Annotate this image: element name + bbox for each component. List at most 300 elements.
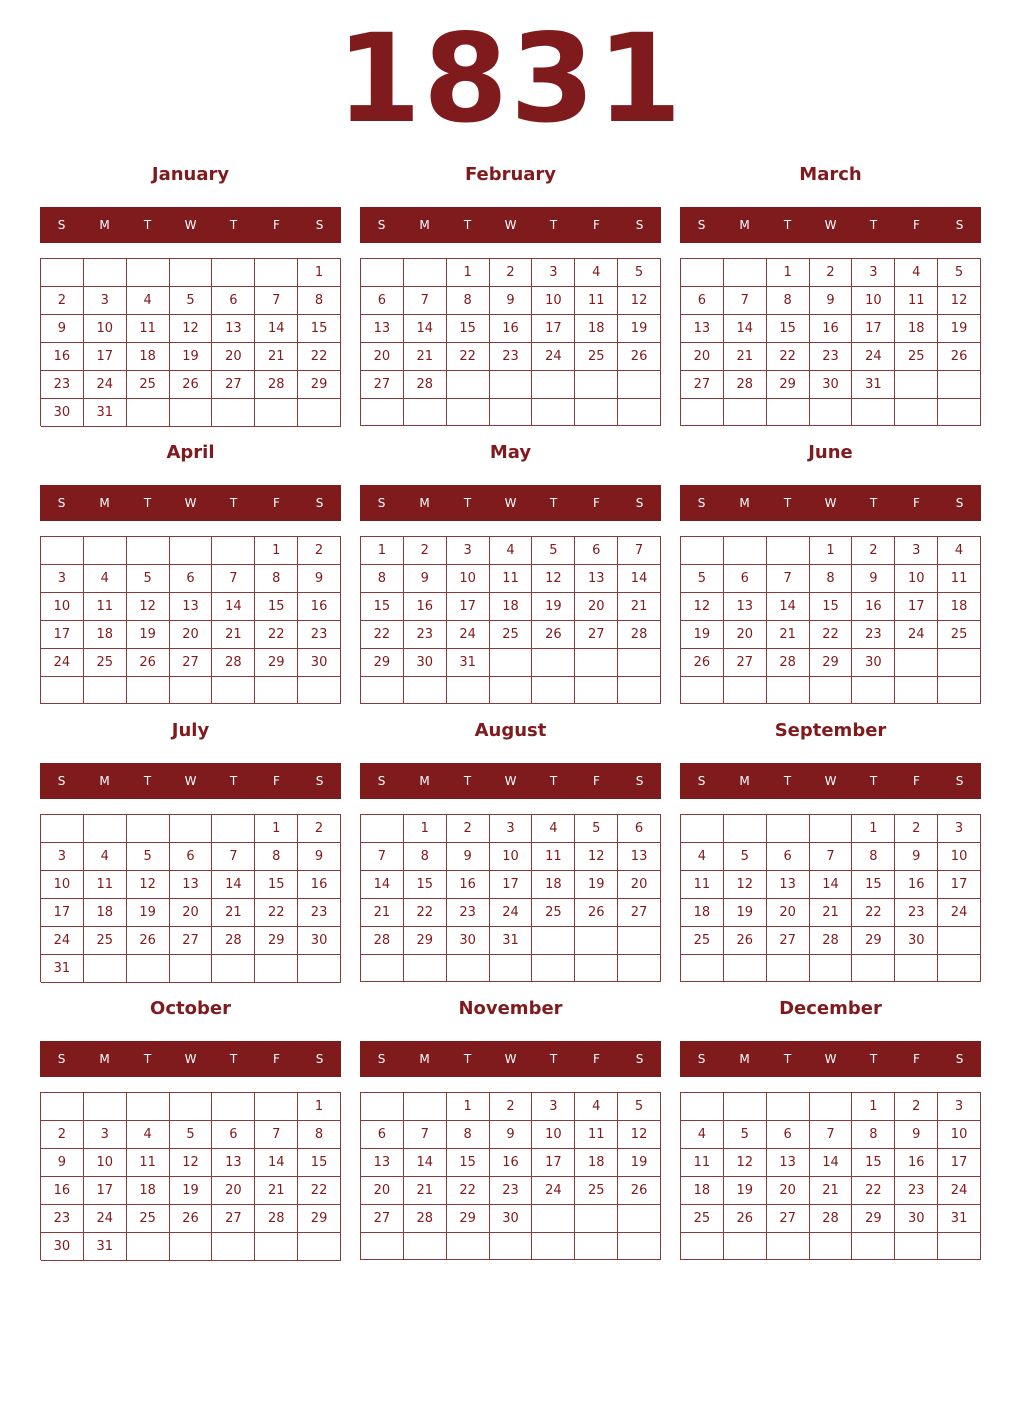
weekday-label: T	[143, 774, 152, 788]
day-cell: 16	[41, 343, 84, 371]
weekday-label: S	[697, 1052, 706, 1066]
day-cell: 9	[490, 1121, 533, 1149]
month-name: August	[474, 720, 547, 741]
weekday-label: T	[229, 496, 238, 510]
day-cell: 3	[532, 1093, 575, 1121]
empty-day-cell	[618, 371, 661, 399]
weekday-label: S	[955, 1052, 964, 1066]
day-cell: 12	[724, 871, 767, 899]
day-cell: 23	[298, 621, 341, 649]
day-cell: 31	[84, 399, 127, 427]
day-cell: 12	[532, 565, 575, 593]
day-cell: 28	[724, 371, 767, 399]
empty-day-cell	[361, 955, 404, 982]
day-cell: 16	[490, 315, 533, 343]
day-cell: 7	[212, 565, 255, 593]
day-cell: 4	[127, 1121, 170, 1149]
day-cell: 17	[41, 899, 84, 927]
empty-day-cell	[212, 955, 255, 983]
empty-day-cell	[298, 677, 341, 704]
day-cell: 15	[298, 315, 341, 343]
day-cell: 10	[938, 1121, 981, 1149]
month-june	[680, 438, 981, 700]
day-cell: 20	[681, 343, 724, 371]
day-cell: 10	[532, 1121, 575, 1149]
day-cell: 8	[447, 287, 490, 315]
empty-day-cell	[895, 371, 938, 399]
weekday-label: T	[463, 774, 472, 788]
empty-day-cell	[255, 1233, 298, 1261]
day-cell: 26	[170, 1205, 213, 1233]
day-cell: 1	[852, 815, 895, 843]
day-cell: 18	[938, 593, 981, 621]
day-cell: 31	[84, 1233, 127, 1261]
day-cell: 19	[127, 899, 170, 927]
day-cell: 14	[212, 871, 255, 899]
day-cell: 5	[127, 565, 170, 593]
day-cell: 3	[84, 287, 127, 315]
day-cell: 15	[447, 315, 490, 343]
day-cell: 2	[298, 537, 341, 565]
day-cell: 2	[298, 815, 341, 843]
weekday-label: W	[184, 496, 197, 510]
empty-day-cell	[575, 1233, 618, 1260]
day-cell: 11	[938, 565, 981, 593]
day-cell: 25	[575, 343, 618, 371]
day-cell: 17	[938, 871, 981, 899]
day-cell: 11	[575, 287, 618, 315]
day-cell: 3	[532, 259, 575, 287]
day-cell: 24	[938, 899, 981, 927]
empty-day-cell	[361, 677, 404, 704]
day-cell: 30	[895, 1205, 938, 1233]
empty-day-cell	[255, 955, 298, 983]
day-cell: 4	[681, 843, 724, 871]
day-cell: 10	[532, 287, 575, 315]
day-cell: 9	[895, 1121, 938, 1149]
day-cell: 14	[810, 871, 853, 899]
day-cell: 30	[447, 927, 490, 955]
day-cell: 14	[724, 315, 767, 343]
day-cell: 16	[895, 871, 938, 899]
empty-day-cell	[810, 815, 853, 843]
weekday-label: M	[739, 1052, 750, 1066]
day-cell: 14	[810, 1149, 853, 1177]
day-cell: 19	[532, 593, 575, 621]
empty-day-cell	[404, 1233, 447, 1260]
day-cell: 20	[361, 343, 404, 371]
day-cell: 14	[618, 565, 661, 593]
empty-day-cell	[170, 1233, 213, 1261]
day-cell: 25	[681, 1205, 724, 1233]
empty-day-cell	[298, 1233, 341, 1261]
weekday-label: S	[955, 774, 964, 788]
day-grid	[680, 258, 981, 426]
month-name: May	[489, 442, 532, 463]
day-cell: 2	[404, 537, 447, 565]
day-cell: 5	[938, 259, 981, 287]
day-cell: 7	[767, 565, 810, 593]
empty-day-cell	[127, 677, 170, 704]
day-cell: 6	[767, 1121, 810, 1149]
empty-day-cell	[298, 955, 341, 983]
empty-day-cell	[404, 259, 447, 287]
empty-day-cell	[618, 1233, 661, 1260]
day-cell: 6	[361, 287, 404, 315]
day-cell: 18	[127, 1177, 170, 1205]
day-cell: 19	[618, 1149, 661, 1177]
day-cell: 20	[724, 621, 767, 649]
day-cell: 16	[298, 871, 341, 899]
day-cell: 7	[255, 287, 298, 315]
day-cell: 12	[618, 1121, 661, 1149]
day-grid	[40, 814, 341, 982]
day-cell: 26	[532, 621, 575, 649]
empty-day-cell	[767, 1233, 810, 1260]
weekday-label: S	[697, 496, 706, 510]
empty-day-cell	[681, 815, 724, 843]
day-cell: 19	[938, 315, 981, 343]
day-cell: 29	[810, 649, 853, 677]
weekday-label: T	[549, 1052, 558, 1066]
day-grid	[680, 814, 981, 982]
day-cell: 21	[404, 1177, 447, 1205]
empty-day-cell	[212, 259, 255, 287]
day-cell: 18	[895, 315, 938, 343]
empty-day-cell	[532, 1233, 575, 1260]
day-cell: 20	[170, 899, 213, 927]
empty-day-cell	[532, 1205, 575, 1233]
empty-day-cell	[767, 1093, 810, 1121]
empty-day-cell	[767, 955, 810, 982]
day-cell: 24	[532, 343, 575, 371]
day-cell: 9	[298, 565, 341, 593]
day-cell: 3	[938, 815, 981, 843]
weekday-label: W	[504, 496, 517, 510]
empty-day-cell	[724, 259, 767, 287]
day-cell: 22	[404, 899, 447, 927]
weekday-label: S	[377, 1052, 386, 1066]
day-cell: 1	[447, 259, 490, 287]
day-cell: 6	[681, 287, 724, 315]
month-name: June	[808, 442, 853, 463]
day-cell: 21	[404, 343, 447, 371]
day-cell: 11	[681, 871, 724, 899]
weekday-header	[40, 1041, 341, 1077]
day-cell: 28	[212, 927, 255, 955]
day-cell: 27	[170, 927, 213, 955]
day-cell: 10	[852, 287, 895, 315]
day-cell: 5	[681, 565, 724, 593]
weekday-label: W	[184, 774, 197, 788]
empty-day-cell	[767, 677, 810, 704]
day-cell: 6	[767, 843, 810, 871]
empty-day-cell	[895, 955, 938, 982]
weekday-label: S	[57, 774, 66, 788]
empty-day-cell	[41, 815, 84, 843]
day-cell: 3	[447, 537, 490, 565]
weekday-label: T	[229, 774, 238, 788]
empty-day-cell	[810, 1093, 853, 1121]
day-cell: 8	[298, 1121, 341, 1149]
day-cell: 20	[212, 343, 255, 371]
weekday-label: S	[635, 774, 644, 788]
day-cell: 29	[852, 1205, 895, 1233]
day-cell: 8	[361, 565, 404, 593]
day-cell: 4	[895, 259, 938, 287]
day-cell: 20	[767, 899, 810, 927]
day-cell: 12	[170, 1149, 213, 1177]
weekday-header	[40, 207, 341, 243]
day-cell: 8	[447, 1121, 490, 1149]
month-november	[360, 994, 661, 1256]
day-cell: 12	[127, 871, 170, 899]
empty-day-cell	[724, 537, 767, 565]
day-cell: 23	[298, 899, 341, 927]
weekday-label: S	[57, 496, 66, 510]
empty-day-cell	[447, 371, 490, 399]
day-cell: 18	[490, 593, 533, 621]
empty-day-cell	[127, 399, 170, 427]
empty-day-cell	[170, 259, 213, 287]
day-cell: 22	[298, 1177, 341, 1205]
day-cell: 11	[532, 843, 575, 871]
day-cell: 28	[361, 927, 404, 955]
day-cell: 24	[447, 621, 490, 649]
day-cell: 7	[255, 1121, 298, 1149]
day-cell: 23	[895, 1177, 938, 1205]
empty-day-cell	[724, 1093, 767, 1121]
day-cell: 30	[298, 649, 341, 677]
day-cell: 1	[298, 1093, 341, 1121]
day-cell: 22	[767, 343, 810, 371]
weekday-label: T	[869, 1052, 878, 1066]
weekday-header	[360, 207, 661, 243]
day-cell: 24	[84, 371, 127, 399]
day-cell: 8	[255, 565, 298, 593]
day-cell: 26	[938, 343, 981, 371]
empty-day-cell	[255, 399, 298, 427]
weekday-label: W	[184, 1052, 197, 1066]
weekday-label: T	[549, 496, 558, 510]
day-cell: 28	[255, 1205, 298, 1233]
day-cell: 28	[404, 1205, 447, 1233]
weekday-label: S	[955, 496, 964, 510]
weekday-label: T	[869, 774, 878, 788]
weekday-label: W	[504, 1052, 517, 1066]
day-cell: 2	[490, 259, 533, 287]
month-name: October	[150, 998, 231, 1019]
month-january	[40, 160, 341, 422]
day-cell: 11	[895, 287, 938, 315]
day-cell: 5	[724, 1121, 767, 1149]
day-cell: 5	[170, 1121, 213, 1149]
empty-day-cell	[532, 399, 575, 426]
empty-day-cell	[255, 1093, 298, 1121]
empty-day-cell	[681, 399, 724, 426]
empty-day-cell	[618, 1205, 661, 1233]
day-cell: 23	[41, 1205, 84, 1233]
day-cell: 25	[575, 1177, 618, 1205]
day-cell: 27	[361, 371, 404, 399]
day-cell: 7	[724, 287, 767, 315]
empty-day-cell	[852, 955, 895, 982]
day-cell: 29	[298, 1205, 341, 1233]
day-cell: 1	[852, 1093, 895, 1121]
day-cell: 7	[810, 843, 853, 871]
day-cell: 17	[938, 1149, 981, 1177]
day-grid	[360, 814, 661, 982]
empty-day-cell	[575, 649, 618, 677]
day-cell: 13	[724, 593, 767, 621]
weekday-label: S	[377, 774, 386, 788]
weekday-label: T	[463, 218, 472, 232]
day-cell: 13	[212, 315, 255, 343]
day-cell: 21	[810, 899, 853, 927]
day-cell: 3	[895, 537, 938, 565]
day-cell: 8	[852, 1121, 895, 1149]
month-february	[360, 160, 661, 422]
day-cell: 29	[767, 371, 810, 399]
month-name: December	[779, 998, 882, 1019]
day-cell: 14	[255, 315, 298, 343]
empty-day-cell	[681, 537, 724, 565]
empty-day-cell	[84, 259, 127, 287]
empty-day-cell	[127, 815, 170, 843]
empty-day-cell	[938, 399, 981, 426]
weekday-label: T	[783, 218, 792, 232]
empty-day-cell	[490, 649, 533, 677]
weekday-label: F	[913, 774, 920, 788]
day-cell: 2	[895, 1093, 938, 1121]
weekday-label: T	[869, 496, 878, 510]
day-cell: 17	[84, 1177, 127, 1205]
day-cell: 25	[84, 927, 127, 955]
day-cell: 30	[298, 927, 341, 955]
weekday-label: F	[593, 496, 600, 510]
day-cell: 1	[255, 537, 298, 565]
day-cell: 13	[170, 593, 213, 621]
day-cell: 28	[618, 621, 661, 649]
day-cell: 11	[127, 1149, 170, 1177]
day-cell: 3	[938, 1093, 981, 1121]
day-cell: 29	[404, 927, 447, 955]
empty-day-cell	[681, 677, 724, 704]
day-cell: 2	[810, 259, 853, 287]
day-cell: 10	[447, 565, 490, 593]
empty-day-cell	[127, 259, 170, 287]
weekday-label: T	[463, 1052, 472, 1066]
weekday-label: S	[635, 218, 644, 232]
day-cell: 24	[532, 1177, 575, 1205]
day-cell: 4	[84, 843, 127, 871]
weekday-label: M	[99, 496, 110, 510]
empty-day-cell	[490, 1233, 533, 1260]
weekday-label: W	[824, 1052, 837, 1066]
empty-day-cell	[404, 677, 447, 704]
empty-day-cell	[170, 537, 213, 565]
weekday-label: T	[143, 1052, 152, 1066]
empty-day-cell	[127, 955, 170, 983]
day-cell: 25	[938, 621, 981, 649]
day-cell: 12	[127, 593, 170, 621]
day-cell: 19	[170, 343, 213, 371]
day-cell: 20	[575, 593, 618, 621]
day-cell: 5	[127, 843, 170, 871]
day-cell: 19	[681, 621, 724, 649]
weekday-header	[360, 1041, 661, 1077]
empty-day-cell	[575, 371, 618, 399]
month-september	[680, 716, 981, 978]
empty-day-cell	[810, 677, 853, 704]
weekday-label: T	[549, 218, 558, 232]
day-cell: 10	[938, 843, 981, 871]
day-cell: 4	[127, 287, 170, 315]
empty-day-cell	[724, 955, 767, 982]
empty-day-cell	[255, 259, 298, 287]
day-cell: 28	[404, 371, 447, 399]
empty-day-cell	[681, 259, 724, 287]
day-cell: 23	[490, 1177, 533, 1205]
day-cell: 1	[810, 537, 853, 565]
day-cell: 11	[84, 593, 127, 621]
day-cell: 13	[618, 843, 661, 871]
day-cell: 6	[212, 287, 255, 315]
day-cell: 26	[618, 343, 661, 371]
day-cell: 2	[895, 815, 938, 843]
weekday-label: S	[57, 218, 66, 232]
day-cell: 26	[724, 927, 767, 955]
month-name: February	[464, 164, 557, 185]
empty-day-cell	[170, 677, 213, 704]
weekday-label: T	[229, 218, 238, 232]
weekday-header	[680, 485, 981, 521]
empty-day-cell	[490, 955, 533, 982]
weekday-label: M	[739, 218, 750, 232]
empty-day-cell	[170, 815, 213, 843]
day-cell: 30	[41, 1233, 84, 1261]
empty-day-cell	[361, 1093, 404, 1121]
day-cell: 29	[255, 927, 298, 955]
day-cell: 31	[852, 371, 895, 399]
day-cell: 21	[212, 621, 255, 649]
day-cell: 21	[255, 343, 298, 371]
day-cell: 22	[255, 899, 298, 927]
day-cell: 11	[681, 1149, 724, 1177]
day-grid	[40, 1092, 341, 1260]
empty-day-cell	[361, 1233, 404, 1260]
day-cell: 3	[852, 259, 895, 287]
weekday-label: W	[184, 218, 197, 232]
day-cell: 1	[298, 259, 341, 287]
weekday-header	[680, 207, 981, 243]
day-cell: 27	[767, 1205, 810, 1233]
empty-day-cell	[212, 1093, 255, 1121]
empty-day-cell	[938, 927, 981, 955]
day-cell: 23	[810, 343, 853, 371]
empty-day-cell	[575, 677, 618, 704]
month-december	[680, 994, 981, 1256]
empty-day-cell	[681, 1093, 724, 1121]
day-cell: 26	[681, 649, 724, 677]
empty-day-cell	[170, 1093, 213, 1121]
weekday-label: M	[419, 218, 430, 232]
day-cell: 18	[532, 871, 575, 899]
day-cell: 20	[212, 1177, 255, 1205]
weekday-label: S	[955, 218, 964, 232]
day-cell: 27	[575, 621, 618, 649]
empty-day-cell	[895, 649, 938, 677]
